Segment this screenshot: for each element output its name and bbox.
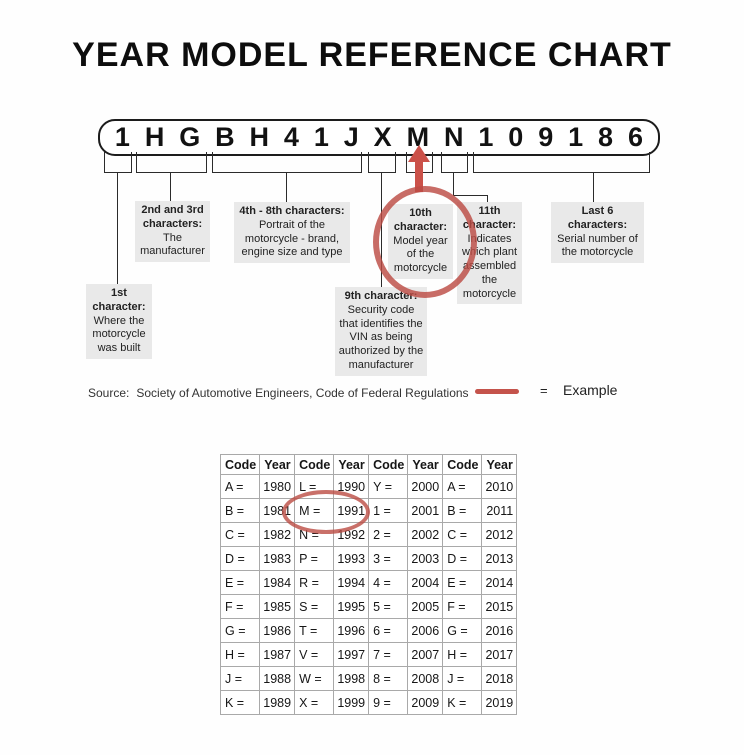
code-cell: 5 = bbox=[369, 595, 408, 619]
legend-label: Example bbox=[563, 382, 618, 398]
year-cell: 2013 bbox=[482, 547, 517, 571]
stem-char-9 bbox=[381, 172, 382, 288]
code-cell: D = bbox=[443, 547, 482, 571]
code-cell: X = bbox=[295, 691, 334, 715]
year-cell: 2014 bbox=[482, 571, 517, 595]
code-cell: B = bbox=[221, 499, 260, 523]
year-cell: 1988 bbox=[260, 667, 295, 691]
year-cell: 1982 bbox=[260, 523, 295, 547]
legend-equals: = bbox=[540, 383, 548, 398]
callout-body: Serial number of the motorcycle bbox=[557, 232, 638, 259]
year-cell: 2001 bbox=[408, 499, 443, 523]
bracket-char-11 bbox=[441, 152, 468, 173]
table-row bbox=[221, 475, 517, 499]
table-header-cell: Year bbox=[334, 455, 369, 475]
code-cell: Y = bbox=[369, 475, 408, 499]
vin-char-17: 6 bbox=[627, 122, 643, 152]
year-cell: 1994 bbox=[334, 571, 369, 595]
code-cell: T = bbox=[295, 619, 334, 643]
year-cell: 2017 bbox=[482, 643, 517, 667]
callout-heading: 4th - 8th characters: bbox=[239, 205, 345, 217]
vin-char-3: G bbox=[179, 122, 201, 152]
code-cell: N = bbox=[295, 523, 334, 547]
code-cell: 9 = bbox=[369, 691, 408, 715]
vin-char-11: N bbox=[443, 122, 464, 152]
code-cell: G = bbox=[443, 619, 482, 643]
code-cell: V = bbox=[295, 643, 334, 667]
callout-char-9 bbox=[335, 287, 427, 376]
code-cell: J = bbox=[443, 667, 482, 691]
year-cell: 2003 bbox=[408, 547, 443, 571]
code-cell: A = bbox=[443, 475, 482, 499]
callout-body: Portrait of the motorcycle - brand, engine size and type bbox=[241, 218, 343, 259]
stem-char-11-b bbox=[453, 195, 488, 196]
bracket-chars-2-3 bbox=[136, 152, 207, 173]
code-cell: 1 = bbox=[369, 499, 408, 523]
year-cell: 1986 bbox=[260, 619, 295, 643]
vin-char-15: 1 bbox=[568, 122, 584, 152]
table-header-cell: Code bbox=[369, 455, 408, 475]
stem-char-1 bbox=[117, 172, 118, 285]
code-cell: C = bbox=[443, 523, 482, 547]
callout-heading: 2nd and 3rd characters: bbox=[141, 204, 204, 230]
table-body bbox=[221, 475, 517, 715]
vin-char-8: J bbox=[343, 122, 359, 152]
code-cell: W = bbox=[295, 667, 334, 691]
year-cell: 1985 bbox=[260, 595, 295, 619]
year-cell: 1995 bbox=[334, 595, 369, 619]
callout-heading: 11th character: bbox=[462, 205, 517, 231]
code-cell: 2 = bbox=[369, 523, 408, 547]
table-header-cell: Code bbox=[443, 455, 482, 475]
code-cell: E = bbox=[221, 571, 260, 595]
code-cell: L = bbox=[295, 475, 334, 499]
year-cell: 1992 bbox=[334, 523, 369, 547]
page-title: YEAR MODEL REFERENCE CHART bbox=[72, 36, 672, 74]
stem-char-11-a bbox=[453, 172, 454, 195]
source-text: Society of Automotive Engineers, Code of Federal Regulations bbox=[136, 386, 469, 400]
vin-char-1: 1 bbox=[114, 122, 130, 152]
code-cell: S = bbox=[295, 595, 334, 619]
year-code-table bbox=[220, 454, 517, 715]
vin-char-16: 8 bbox=[598, 122, 614, 152]
year-cell: 1990 bbox=[334, 475, 369, 499]
year-cell: 2009 bbox=[408, 691, 443, 715]
code-cell: J = bbox=[221, 667, 260, 691]
code-cell: 8 = bbox=[369, 667, 408, 691]
code-cell: F = bbox=[443, 595, 482, 619]
bracket-char-1 bbox=[104, 152, 132, 173]
callout-body: Model year of the motorcycle bbox=[393, 234, 448, 274]
vin-char-9: X bbox=[373, 122, 392, 152]
callout-heading: 9th character: bbox=[344, 290, 418, 302]
year-cell: 1983 bbox=[260, 547, 295, 571]
table-row bbox=[221, 691, 517, 715]
table-header-cell: Code bbox=[221, 455, 260, 475]
code-cell: C = bbox=[221, 523, 260, 547]
table-header-cell: Code bbox=[295, 455, 334, 475]
table-header-cell: Year bbox=[482, 455, 517, 475]
vin-string bbox=[98, 119, 660, 156]
example-arrow-shaft bbox=[415, 161, 423, 192]
vin-char-6: 4 bbox=[283, 122, 299, 152]
vin-char-10: M bbox=[406, 122, 430, 152]
code-cell: D = bbox=[221, 547, 260, 571]
code-cell: M = bbox=[295, 499, 334, 523]
year-cell: 2005 bbox=[408, 595, 443, 619]
vin-char-5: H bbox=[249, 122, 269, 152]
year-cell: 2015 bbox=[482, 595, 517, 619]
vin-char-4: B bbox=[215, 122, 235, 152]
callout-chars-4-8 bbox=[234, 202, 350, 263]
code-cell: K = bbox=[221, 691, 260, 715]
year-cell: 1998 bbox=[334, 667, 369, 691]
callout-heading: 10th character: bbox=[393, 207, 448, 233]
year-cell: 2012 bbox=[482, 523, 517, 547]
callout-char-10 bbox=[388, 204, 453, 279]
year-cell: 2011 bbox=[482, 499, 517, 523]
year-cell: 1980 bbox=[260, 475, 295, 499]
code-cell: P = bbox=[295, 547, 334, 571]
callout-body: The manufacturer bbox=[140, 231, 205, 258]
example-line-icon bbox=[475, 389, 519, 394]
code-cell: 4 = bbox=[369, 571, 408, 595]
year-cell: 2008 bbox=[408, 667, 443, 691]
code-cell: K = bbox=[443, 691, 482, 715]
year-cell: 1981 bbox=[260, 499, 295, 523]
table-row bbox=[221, 547, 517, 571]
stem-last-6 bbox=[593, 172, 594, 203]
year-cell: 2007 bbox=[408, 643, 443, 667]
callout-heading: Last 6 characters: bbox=[567, 205, 628, 231]
table-row bbox=[221, 595, 517, 619]
code-cell: H = bbox=[443, 643, 482, 667]
code-cell: F = bbox=[221, 595, 260, 619]
bracket-chars-4-8 bbox=[212, 152, 362, 173]
bracket-last-6 bbox=[473, 152, 650, 173]
year-cell: 1996 bbox=[334, 619, 369, 643]
year-cell: 2010 bbox=[482, 475, 517, 499]
year-cell: 2018 bbox=[482, 667, 517, 691]
vin-char-14: 9 bbox=[538, 122, 554, 152]
table-row bbox=[221, 571, 517, 595]
vin-char-2: H bbox=[144, 122, 165, 152]
year-cell: 2019 bbox=[482, 691, 517, 715]
table-row bbox=[221, 667, 517, 691]
year-cell: 1997 bbox=[334, 643, 369, 667]
callout-chars-2-3 bbox=[135, 201, 210, 262]
stem-chars-4-8 bbox=[286, 172, 287, 203]
year-cell: 2016 bbox=[482, 619, 517, 643]
callout-char-1 bbox=[86, 284, 152, 359]
callout-body: Where the motorcycle was built bbox=[92, 314, 146, 354]
year-cell: 1989 bbox=[260, 691, 295, 715]
year-cell: 1999 bbox=[334, 691, 369, 715]
vin-char-12: 1 bbox=[478, 122, 494, 152]
year-cell: 1993 bbox=[334, 547, 369, 571]
year-cell: 2006 bbox=[408, 619, 443, 643]
year-cell: 2002 bbox=[408, 523, 443, 547]
callout-last-6 bbox=[551, 202, 644, 263]
table-header-row bbox=[221, 455, 517, 475]
callout-char-11 bbox=[457, 202, 522, 304]
source-line bbox=[88, 386, 469, 400]
code-cell: B = bbox=[443, 499, 482, 523]
code-cell: H = bbox=[221, 643, 260, 667]
source-label: Source: bbox=[88, 386, 130, 400]
code-cell: 3 = bbox=[369, 547, 408, 571]
year-cell: 1991 bbox=[334, 499, 369, 523]
year-cell: 2004 bbox=[408, 571, 443, 595]
year-cell: 2000 bbox=[408, 475, 443, 499]
example-arrow-icon bbox=[408, 145, 430, 162]
code-cell: A = bbox=[221, 475, 260, 499]
code-cell: R = bbox=[295, 571, 334, 595]
callout-body: Indicates which plant assembled the motorcycle bbox=[461, 232, 518, 300]
table-row bbox=[221, 643, 517, 667]
stem-chars-2-3 bbox=[170, 172, 171, 202]
vin-char-7: 1 bbox=[313, 122, 329, 152]
vin-char-13: 0 bbox=[508, 122, 524, 152]
code-cell: 6 = bbox=[369, 619, 408, 643]
code-cell: 7 = bbox=[369, 643, 408, 667]
table-row bbox=[221, 619, 517, 643]
year-cell: 1987 bbox=[260, 643, 295, 667]
table-header-cell: Year bbox=[260, 455, 295, 475]
callout-body: Security code that identifies the VIN as being authorized by the manufacturer bbox=[338, 303, 424, 371]
table-row bbox=[221, 523, 517, 547]
bracket-char-9 bbox=[368, 152, 396, 173]
code-cell: G = bbox=[221, 619, 260, 643]
table-header-cell: Year bbox=[408, 455, 443, 475]
year-cell: 1984 bbox=[260, 571, 295, 595]
code-cell: E = bbox=[443, 571, 482, 595]
callout-heading: 1st character: bbox=[92, 287, 146, 313]
table-row bbox=[221, 499, 517, 523]
